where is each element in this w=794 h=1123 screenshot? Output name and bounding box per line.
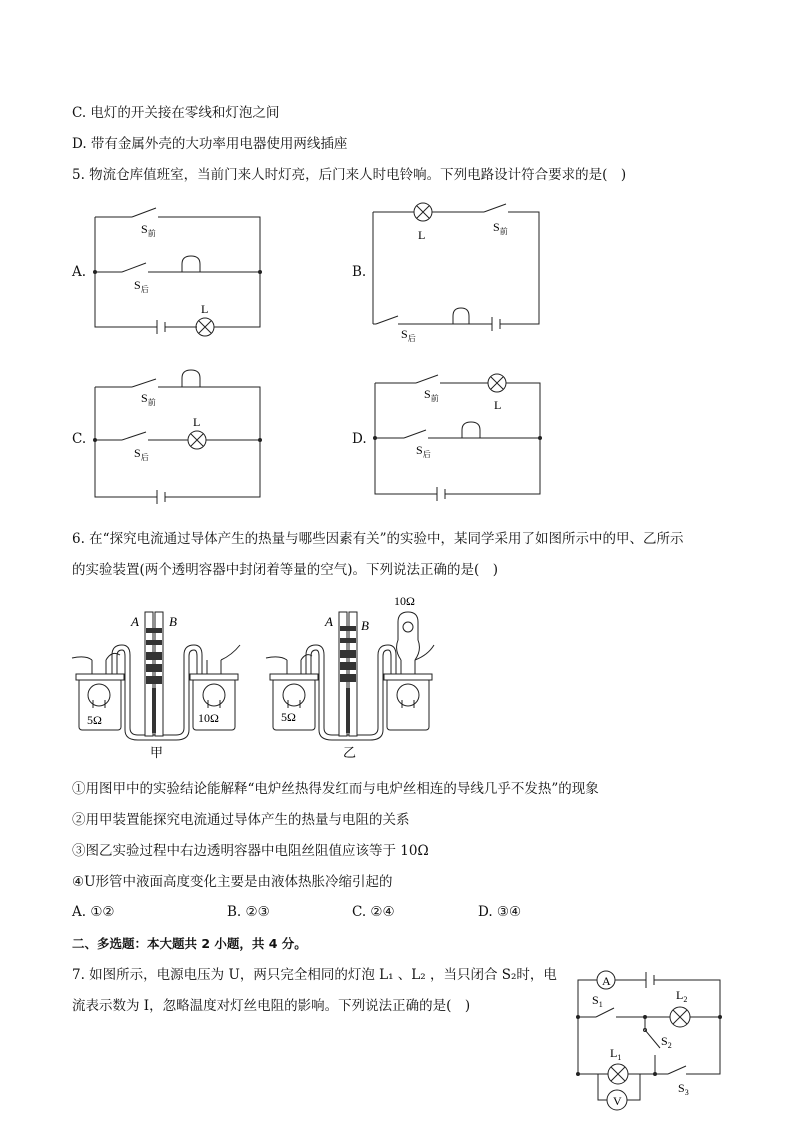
q5-option-d-label: D. bbox=[352, 431, 367, 447]
q6-option-b: B. ②③ bbox=[227, 904, 270, 920]
option-c-text: C. 电灯的开关接在零线和灯泡之间 bbox=[72, 105, 280, 121]
statement-1: ①用图甲中的实验结论能解释“电炉丝热得发红而与电炉丝相连的导线几乎不发热”的现象 bbox=[72, 781, 599, 797]
yi-r5-label: 5Ω bbox=[281, 710, 296, 724]
q7-s1-label: $S_1$ bbox=[592, 993, 603, 1009]
a-s-back-label: $S_后$ bbox=[134, 278, 149, 294]
jia-label-a: A bbox=[131, 614, 139, 629]
jia-r10-label: 10Ω bbox=[198, 711, 219, 725]
b-s-front-label: $S_前$ bbox=[493, 220, 508, 236]
q5-option-b-label: B. bbox=[352, 264, 367, 280]
statement-4: ④U形管中液面高度变化主要是由液体热胀冷缩引起的 bbox=[72, 874, 393, 890]
q7-l2-label: $L_2$ bbox=[676, 988, 688, 1004]
yi-label-b: B bbox=[361, 618, 369, 633]
q7-l1-label: $L_1$ bbox=[610, 1046, 622, 1062]
q6-option-c: C. ②④ bbox=[352, 904, 395, 920]
question-6-line-2: 的实验装置(两个透明容器中封闭着等量的空气)。下列说法正确的是( ) bbox=[72, 562, 499, 578]
section-2-heading: 二、多选题：本大题共 2 小题，共 4 分。 bbox=[72, 936, 307, 951]
c-s-back-label: $S_后$ bbox=[134, 446, 149, 462]
statement-2: ②用甲装置能探究电流通过导体产生的热量与电阻的关系 bbox=[72, 812, 410, 828]
a-s-front-label: $S_前$ bbox=[141, 222, 156, 238]
c-s-front-label: $S_前$ bbox=[141, 391, 156, 407]
yi-label-a: A bbox=[325, 614, 333, 629]
q7-s2-label: $S_2$ bbox=[661, 1034, 672, 1050]
option-d-text: D. 带有金属外壳的大功率用电器使用两线插座 bbox=[72, 136, 348, 152]
a-lamp-label: L bbox=[201, 302, 209, 316]
jia-r5-label: 5Ω bbox=[87, 713, 102, 727]
b-s-back-label: $S_后$ bbox=[401, 327, 416, 343]
b-lamp-label: L bbox=[418, 228, 426, 242]
q7-voltmeter-label: V bbox=[613, 1094, 622, 1108]
question-7-line-1: 7. 如图所示，电源电压为 U，两只完全相同的灯泡 L₁ 、L₂ ，当只闭合 S₂时，电 bbox=[72, 967, 557, 983]
statement-3: ③图乙实验过程中右边透明容器中电阻丝阻值应该等于 10Ω bbox=[72, 843, 429, 859]
q6-option-d: D. ③④ bbox=[478, 904, 522, 920]
q6-option-a: A. ①② bbox=[72, 904, 115, 920]
d-lamp-label: L bbox=[494, 398, 502, 412]
question-6-line-1: 6. 在“探究电流通过导体产生的热量与哪些因素有关”的实验中，某同学采用了如图所示中的甲、乙所示 bbox=[72, 531, 684, 547]
q7-s3-label: $S_3$ bbox=[678, 1081, 689, 1097]
question-5: 5. 物流仓库值班室，当前门来人时灯亮，后门来人时电铃响。下列电路设计符合要求的是( ) bbox=[72, 167, 627, 183]
jia-label-b: B bbox=[169, 614, 177, 629]
question-7-line-2: 流表示数为 I，忽略温度对灯丝电阻的影响。下列说法正确的是( ) bbox=[72, 998, 471, 1014]
q7-ammeter-label: A bbox=[602, 974, 611, 988]
d-s-front-label: $S_前$ bbox=[424, 387, 439, 403]
q5-option-c-label: C. bbox=[72, 431, 87, 447]
d-s-back-label: $S_后$ bbox=[416, 443, 431, 459]
yi-r10-top-label: 10Ω bbox=[394, 594, 415, 608]
c-lamp-label: L bbox=[193, 415, 201, 429]
q5-option-a-label: A. bbox=[72, 264, 87, 280]
yi-caption: 乙 bbox=[343, 745, 357, 760]
jia-caption: 甲 bbox=[150, 745, 164, 760]
